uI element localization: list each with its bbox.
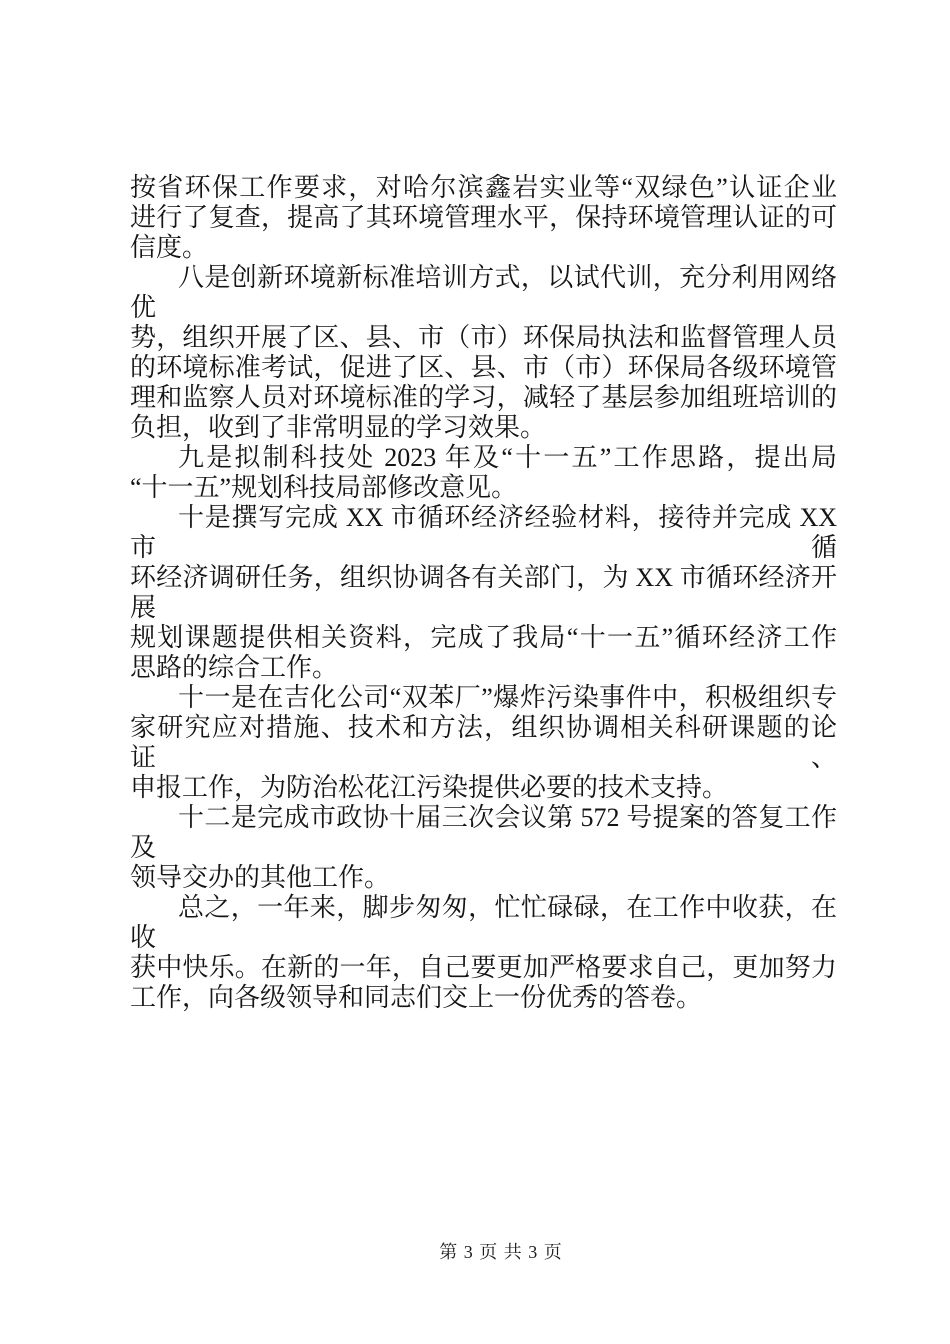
- text-line: 领导交办的其他工作。: [130, 863, 391, 892]
- text-line: 总之，一年来，脚步匆匆，忙忙碌碌，在工作中收获，在收: [130, 893, 837, 952]
- document-body: [130, 173, 837, 1013]
- text-line: 环经济调研任务，组织协调各有关部门，为 XX 市循环经济开展: [130, 563, 837, 622]
- text-line: 八是创新环境新标准培训方式，以试代训，充分利用网络优: [130, 263, 837, 322]
- text-line: 十是撰写完成 XX 市循环经济经验材料，接待并完成 XX 市循: [130, 503, 837, 562]
- text-line: 工作，向各级领导和同志们交上一份优秀的答卷。: [130, 983, 703, 1012]
- text-line: 九是拟制科技处 2023 年及“十一五”工作思路，提出局: [178, 443, 837, 472]
- paragraph: [130, 263, 837, 443]
- text-line: 按省环保工作要求，对哈尔滨鑫岩实业等“双绿色”认证企业: [130, 173, 837, 202]
- paragraph: [130, 443, 837, 503]
- text-line: 进行了复查，提高了其环境管理水平，保持环境管理认证的可: [130, 203, 837, 232]
- text-line: 势，组织开展了区、县、市（市）环保局执法和监督管理人员: [130, 323, 837, 352]
- text-line: 获中快乐。在新的一年，自己要更加严格要求自己，更加努力: [130, 953, 837, 982]
- paragraph: [130, 893, 837, 1013]
- page-footer: [0, 1241, 950, 1263]
- text-line: 理和监察人员对环境标准的学习，减轻了基层参加组班培训的: [130, 383, 837, 412]
- text-line: 规划课题提供相关资料，完成了我局“十一五”循环经济工作: [130, 623, 837, 652]
- text-line: “十一五”规划科技局部修改意见。: [130, 473, 518, 502]
- text-line: 思路的综合工作。: [130, 653, 339, 682]
- text-line: 家研究应对措施、技术和方法，组织协调相关科研课题的论证、: [130, 713, 837, 772]
- paragraph: [130, 173, 837, 263]
- paragraph: [130, 503, 837, 683]
- text-line: 十一是在吉化公司“双苯厂”爆炸污染事件中，积极组织专: [178, 683, 837, 712]
- page-number-label: 第 3 页 共 3 页: [439, 1242, 563, 1262]
- paragraph: [130, 803, 837, 893]
- text-line: 负担，收到了非常明显的学习效果。: [130, 413, 547, 442]
- paragraph: [130, 683, 837, 803]
- text-line: 十二是完成市政协十届三次会议第 572 号提案的答复工作及: [130, 803, 837, 862]
- text-line: 申报工作，为防治松花江污染提供必要的技术支持。: [130, 773, 729, 802]
- text-line: 的环境标准考试，促进了区、县、市（市）环保局各级环境管: [130, 353, 837, 382]
- text-line: 信度。: [130, 233, 209, 262]
